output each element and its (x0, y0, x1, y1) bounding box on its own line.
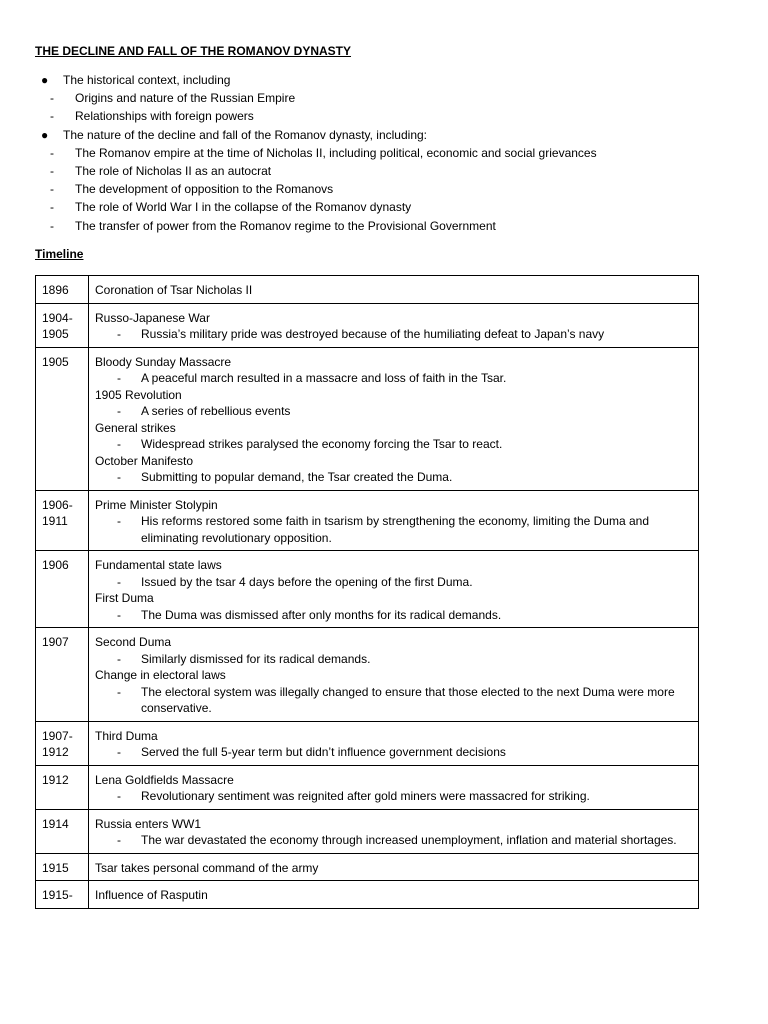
timeline-row (36, 276, 699, 304)
event-note (95, 651, 692, 668)
dash-marker: - (117, 470, 121, 484)
dash-marker: - (117, 684, 121, 699)
dash-marker: - (117, 437, 121, 451)
event-note-text: Revolutionary sentiment was reignited after gold miners were massacred for striking. (141, 789, 590, 803)
outline-text: The transfer of power from the Romanov regime to the Provisional Government (75, 218, 496, 233)
dash-marker: - (50, 182, 54, 197)
event-note-text: Issued by the tsar 4 days before the opening of the first Duma. (141, 574, 473, 589)
timeline-events (89, 765, 699, 809)
event-note (95, 744, 692, 761)
outline-subitem (35, 218, 735, 236)
timeline-row (36, 721, 699, 765)
event-note (95, 469, 692, 486)
timeline-events (89, 881, 699, 909)
timeline-events (89, 853, 699, 881)
event-note-text: His reforms restored some faith in tsarism by strengthening the economy, limiting the Duma and eliminating revolutionary opposition. (141, 514, 649, 545)
event-note (95, 370, 692, 387)
event-title: 1905 Revolution (95, 387, 182, 402)
outline-text: The role of World War I in the collapse of the Romanov dynasty (75, 200, 412, 215)
event-title: First Duma (95, 591, 154, 605)
timeline-row (36, 490, 699, 551)
event-note-text: The electoral system was illegally changed to ensure that those elected to the next Duma were more conservative. (141, 684, 675, 715)
dash-marker: - (50, 145, 54, 160)
timeline-events (89, 551, 699, 628)
outline-subitem (35, 181, 735, 199)
dash-marker: - (50, 200, 54, 215)
timeline-year: 1906-1911 (36, 490, 89, 551)
event-note-text: A series of rebellious events (141, 404, 291, 418)
event-note (95, 684, 692, 717)
timeline-events (89, 721, 699, 765)
event-title: Third Duma (95, 728, 158, 743)
outline-subitem (35, 90, 735, 108)
outline-bullet-item (35, 127, 735, 145)
timeline-year: 1912 (36, 765, 89, 809)
outline-text: The development of opposition to the Romanovs (75, 182, 334, 197)
timeline-year: 1907 (36, 628, 89, 722)
dash-marker: - (50, 163, 54, 178)
event-title: Coronation of Tsar Nicholas II (95, 283, 253, 297)
event-note (95, 326, 692, 343)
timeline-row (36, 765, 699, 809)
timeline-year: 1907-1912 (36, 721, 89, 765)
event-title: Russia enters WW1 (95, 816, 202, 831)
timeline-row (36, 303, 699, 347)
event-note-text: Similarly dismissed for its radical demands. (141, 651, 371, 666)
timeline-year: 1915 (36, 853, 89, 881)
event-note (95, 436, 692, 453)
dash-marker: - (117, 789, 121, 803)
timeline-events (89, 347, 699, 490)
event-title: Lena Goldfields Massacre (95, 772, 234, 787)
dash-marker: - (117, 745, 121, 759)
timeline-row (36, 809, 699, 853)
timeline-row (36, 628, 699, 722)
event-title: Bloody Sunday Massacre (95, 354, 232, 369)
outline-text: The role of Nicholas II as an autocrat (75, 163, 272, 178)
outline-bullet-item (35, 72, 735, 90)
dash-marker: - (117, 327, 121, 341)
timeline-year: 1905 (36, 347, 89, 490)
page-title: THE DECLINE AND FALL OF THE ROMANOV DYNASTY (35, 44, 352, 58)
timeline-events (89, 490, 699, 551)
timeline-row (36, 347, 699, 490)
event-note (95, 832, 692, 849)
event-note-text: A peaceful march resulted in a massacre and loss of faith in the Tsar. (141, 371, 507, 385)
dash-marker: - (117, 833, 121, 847)
timeline-events (89, 628, 699, 722)
timeline-year: 1896 (36, 276, 89, 304)
dash-marker: - (117, 574, 121, 589)
timeline-events (89, 303, 699, 347)
outline-subitem (35, 108, 735, 126)
timeline-row (36, 853, 699, 881)
dash-marker: - (117, 514, 121, 528)
timeline-events (89, 276, 699, 304)
dash-marker: - (50, 91, 54, 106)
event-note (95, 574, 692, 591)
event-note (95, 403, 692, 420)
timeline-row (36, 881, 699, 909)
event-title: Second Duma (95, 635, 172, 649)
event-note (95, 513, 692, 546)
timeline-row (36, 551, 699, 628)
dash-marker: - (117, 371, 121, 385)
outline-subitem (35, 145, 735, 163)
event-note-text: Served the full 5-year term but didn’t influence government decisions (141, 745, 506, 759)
outline-text: Origins and nature of the Russian Empire (75, 91, 296, 106)
outline-text: The nature of the decline and fall of the Romanov dynasty, including: (63, 127, 428, 142)
event-title: Tsar takes personal command of the army (95, 860, 319, 875)
timeline-year: 1904-1905 (36, 303, 89, 347)
event-title: General strikes (95, 420, 176, 435)
dash-marker: - (50, 109, 54, 124)
event-title: October Manifesto (95, 453, 194, 468)
dash-marker: - (117, 651, 121, 666)
event-note (95, 607, 692, 624)
outline-text: The Romanov empire at the time of Nicholas II, including political, economic and social grievances (75, 145, 597, 160)
bullet-marker: ● (41, 127, 49, 142)
event-note-text: Russia’s military pride was destroyed because of the humiliating defeat to Japan’s navy (141, 327, 605, 341)
dash-marker: - (50, 218, 54, 233)
outline-text: Relationships with foreign powers (75, 109, 254, 124)
outline-text: The historical context, including (63, 73, 231, 87)
dash-marker: - (117, 607, 121, 622)
bullet-marker: ● (41, 73, 49, 87)
timeline-year: 1915- (36, 881, 89, 909)
timeline-year: 1914 (36, 809, 89, 853)
topic-outline (35, 72, 735, 236)
timeline-heading: Timeline (35, 247, 84, 261)
dash-marker: - (117, 404, 121, 418)
event-note-text: The Duma was dismissed after only months for its radical demands. (141, 607, 502, 622)
outline-subitem (35, 199, 735, 217)
event-title: Influence of Rasputin (95, 888, 208, 902)
timeline-table (35, 275, 699, 909)
event-title: Russo-Japanese War (95, 310, 210, 325)
event-note (95, 788, 692, 805)
event-title: Prime Minister Stolypin (95, 497, 218, 512)
outline-subitem (35, 163, 735, 181)
timeline-year: 1906 (36, 551, 89, 628)
timeline-events (89, 809, 699, 853)
event-title: Fundamental state laws (95, 558, 222, 572)
event-note-text: Widespread strikes paralysed the economy forcing the Tsar to react. (141, 437, 503, 451)
event-title: Change in electoral laws (95, 668, 226, 682)
event-note-text: The war devastated the economy through increased unemployment, inflation and material shortages. (141, 833, 677, 847)
event-note-text: Submitting to popular demand, the Tsar created the Duma. (141, 470, 453, 484)
